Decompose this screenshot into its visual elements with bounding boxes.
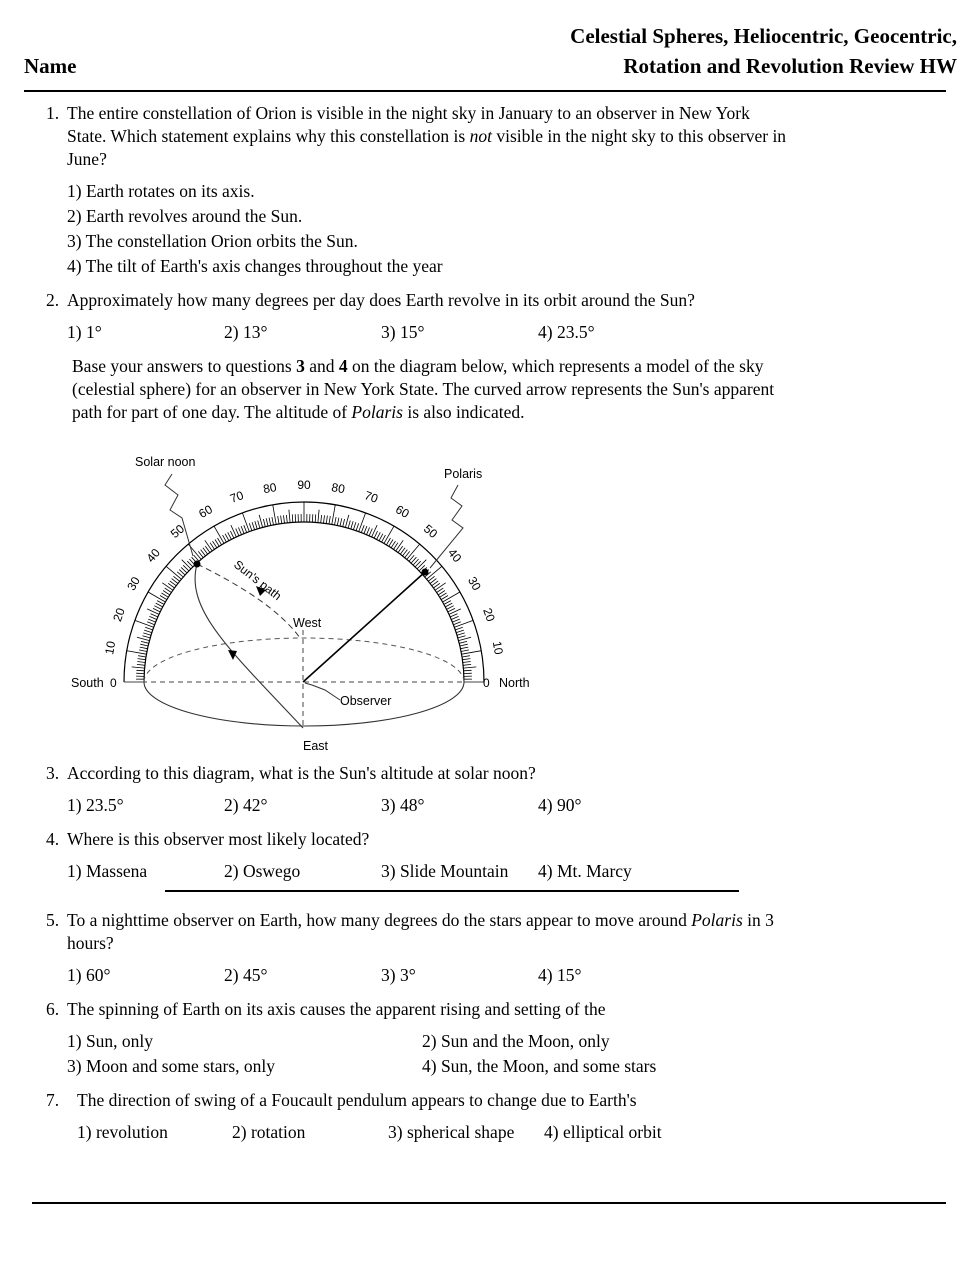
scale-tick [462,659,470,660]
answer-option[interactable]: 3) 48° [381,795,425,815]
scale-tick [464,670,472,671]
sun-position-dot [194,561,201,568]
sun-path-front [195,564,303,728]
scale-tick [445,603,452,607]
solar-noon-label: Solar noon [135,455,196,469]
scale-tick [458,636,466,638]
answer-option[interactable]: 2) rotation [232,1122,306,1142]
scale-label: 80 [330,480,346,497]
answer-option[interactable]: 1) Earth rotates on its axis. [67,181,255,201]
answer-option[interactable]: 3) 3° [381,965,416,985]
answer-option[interactable]: 1) 1° [67,322,102,342]
scale-tick [286,515,287,523]
scale-inner-arc [144,522,464,682]
scale-tick [273,505,277,525]
scale-tick [452,619,460,622]
scale-tick [242,513,249,532]
scale-tick [132,667,145,668]
scale-tick [138,656,146,657]
scale-tick [364,526,367,534]
scale-tick [127,651,147,655]
scale-label: 20 [110,606,128,624]
scale-tick [263,519,265,527]
scale-tick [461,647,469,649]
answer-option[interactable]: 3) 15° [381,322,425,342]
answer-option[interactable]: 4) 23.5° [538,322,595,342]
question-number: 4. [46,829,60,849]
passage-line-2: (celestial sphere) for an observer in New York State. The curved arrow represents the Sun's apparent [72,379,775,399]
scale-label: 50 [420,521,441,541]
suns-path-label: Sun's path [231,557,285,604]
scale-tick [435,583,446,590]
scale-tick [147,609,159,615]
scale-tick [459,637,472,640]
scale-label: 80 [262,480,278,497]
scale-label: 60 [393,502,412,521]
scale-tick [427,566,442,579]
horizon-back [144,638,464,682]
scale-label: 10 [489,640,506,656]
scale-tick [249,523,252,531]
scale-tick [324,515,325,523]
scale-label: 90 [297,478,311,493]
answer-option[interactable]: 1) revolution [77,1122,168,1142]
scale-tick [140,644,148,646]
answer-option[interactable]: 2) 45° [224,965,268,985]
scale-tick [284,515,285,523]
scale-tick [353,522,356,530]
scale-tick [351,521,353,529]
answer-option[interactable]: 4) elliptical orbit [544,1122,662,1142]
scale-tick [141,641,149,643]
answer-option[interactable]: 4) The tilt of Earth's axis changes throughout the year [67,256,443,276]
answer-option[interactable]: 2) Sun and the Moon, only [422,1031,610,1051]
scale-tick [292,514,293,522]
east-label: East [303,739,329,753]
question-number: 2. [46,290,60,310]
scale-label: 30 [124,574,143,593]
scale-tick [448,608,455,612]
question-text: To a nighttime observer on Earth, how many degrees do the stars appear to move around Polaris in 3 [67,910,774,930]
scale-tick [137,664,145,665]
scale-tick [136,670,144,671]
scale-tick [377,532,381,539]
scale-label: 60 [196,502,215,521]
answer-option[interactable]: 4) 90° [538,795,582,815]
scale-tick [463,664,471,665]
scale-tick [332,505,336,525]
scale-label: 70 [362,488,380,506]
scale-tick [259,515,262,528]
question-number: 7. [46,1090,60,1110]
scale-tick [255,521,257,529]
answer-option[interactable]: 1) 60° [67,965,111,985]
scale-tick [236,529,239,536]
question-text: hours? [67,933,114,953]
answer-option[interactable]: 2) Earth revolves around the Sun. [67,206,303,226]
scale-tick [372,525,378,537]
scale-tick [143,636,151,638]
answer-option[interactable]: 3) spherical shape [388,1122,515,1142]
scale-tick [453,622,460,625]
scale-tick [138,659,146,660]
scale-tick [258,521,260,529]
north-label: North [499,676,530,690]
scale-tick [459,641,467,643]
scale-tick [157,601,164,605]
passage-line-1: Base your answers to questions 3 and 4 on the diagram below, which represents a model of the sky [72,356,764,376]
scale-tick [225,534,229,541]
polaris-dot [422,569,429,576]
scale-tick [449,609,461,615]
scale-tick [223,535,227,542]
scale-label: 40 [143,545,163,566]
scale-tick [451,616,458,619]
scale-tick [135,620,154,627]
north-zero-label: 0 [483,676,490,690]
scale-tick [329,516,330,524]
section-divider [165,890,739,892]
scale-tick [463,662,471,663]
scale-tick [356,523,359,531]
scale-tick [407,544,420,559]
scale-tick [230,531,234,538]
scale-tick [450,614,457,617]
scale-tick [149,616,156,619]
scale-tick [272,517,274,525]
scale-label: 30 [465,574,484,593]
scale-tick [151,614,158,617]
scale-tick [266,518,268,526]
scale-tick [137,662,145,663]
scale-tick [238,527,241,534]
scale-tick [374,531,378,538]
answer-option[interactable]: 1) Sun, only [67,1031,154,1051]
scale-tick [231,525,237,537]
scale-tick [143,633,151,635]
scale-tick [359,513,366,532]
scale-tick [462,651,482,655]
scale-tick [396,540,403,551]
scale-tick [162,583,173,590]
scale-tick [241,526,244,534]
passage-line-3: path for part of one day. The altitude of Polaris is also indicated. [72,402,525,422]
question-text: Approximately how many degrees per day does Earth revolve in its orbit around the Sun? [67,290,695,310]
scale-tick [156,603,163,607]
name-label: Name [24,54,77,78]
question-text: State. Which statement explains why this constellation is not visible in the night sky to this observer in [67,126,787,146]
scale-tick [137,637,150,640]
title-line-2: Rotation and Revolution Review HW [623,54,957,78]
scale-tick [462,656,470,657]
footer-rule [32,1202,946,1204]
scale-label: 70 [228,488,246,506]
scale-tick [382,535,386,542]
scale-tick [367,527,370,534]
answer-option[interactable]: 2) 13° [224,322,268,342]
title-line-1: Celestial Spheres, Heliocentric, Geocentric, [570,24,957,48]
question-text: The entire constellation of Orion is visible in the night sky in January to an observer in New York [67,103,750,123]
scale-tick [455,627,463,630]
question-text: June? [67,149,107,169]
question-number: 5. [46,910,60,930]
scale-tick [278,516,279,524]
scale-tick [417,560,426,569]
scale-tick [147,622,154,625]
scale-tick [345,515,348,528]
scale-tick [289,510,290,523]
scale-label: 40 [445,545,465,566]
question-number: 6. [46,999,60,1019]
scale-tick [361,525,364,532]
scale-label: 10 [102,640,119,656]
observer-leader [305,683,340,700]
observer-label: Observer [340,694,392,708]
answer-option[interactable]: 2) Oswego [224,861,301,881]
scale-tick [460,644,468,646]
scale-tick [269,518,271,526]
west-label: West [293,616,322,630]
scale-label: 50 [167,521,188,541]
scale-tick [144,630,152,633]
answer-option[interactable]: 3) Moon and some stars, only [67,1056,276,1076]
scale-tick [326,516,327,524]
scale-tick [343,519,345,527]
scale-tick [335,517,337,525]
scale-tick [139,650,147,652]
answer-option[interactable]: 4) Sun, the Moon, and some stars [422,1056,657,1076]
scale-tick [228,532,232,539]
answer-option[interactable]: 3) Slide Mountain [381,861,509,881]
scale-tick [461,650,469,652]
question-text: The direction of swing of a Foucault pendulum appears to change due to Earth's [77,1090,637,1110]
answer-option[interactable]: 3) The constellation Orion orbits the Sun. [67,231,358,251]
scale-tick [340,518,342,526]
answer-option[interactable]: 1) 23.5° [67,795,124,815]
scale-tick [205,540,212,551]
scale-tick [166,566,181,579]
scale-tick [348,521,350,529]
scale-tick [337,518,339,526]
scale-tick [369,529,372,536]
answer-option[interactable]: 1) Massena [67,861,148,881]
scale-tick [321,515,322,523]
answer-option[interactable]: 4) Mt. Marcy [538,861,632,881]
scale-tick [315,514,316,522]
south-zero-label: 0 [110,676,117,690]
scale-tick [145,627,153,630]
scale-label: 20 [480,606,498,624]
scale-tick [463,667,476,668]
scale-tick [182,560,191,569]
question-number: 3. [46,763,60,783]
scale-tick [148,619,156,622]
polaris-line [303,572,425,682]
south-label: South [71,676,104,690]
question-text: Where is this observer most likely located? [67,829,370,849]
answer-option[interactable]: 4) 15° [538,965,582,985]
scale-tick [447,606,454,610]
scale-tick [252,522,255,530]
scale-tick [444,601,451,605]
scale-tick [281,516,282,524]
scale-tick [457,633,465,635]
question-text: According to this diagram, what is the Sun's altitude at solar noon? [67,763,536,783]
scale-tick [153,608,160,612]
answer-option[interactable]: 2) 42° [224,795,268,815]
question-number: 1. [46,103,60,123]
scale-tick [244,525,247,532]
scale-tick [456,630,464,633]
polaris-label: Polaris [444,467,483,481]
scale-tick [154,606,161,610]
scale-tick [140,647,148,649]
scale-tick [318,510,319,523]
question-text: The spinning of Earth on its axis causes the apparent rising and setting of the [67,999,606,1019]
horizon-front [144,682,464,726]
scale-tick [379,534,383,541]
scale-tick [454,620,473,627]
